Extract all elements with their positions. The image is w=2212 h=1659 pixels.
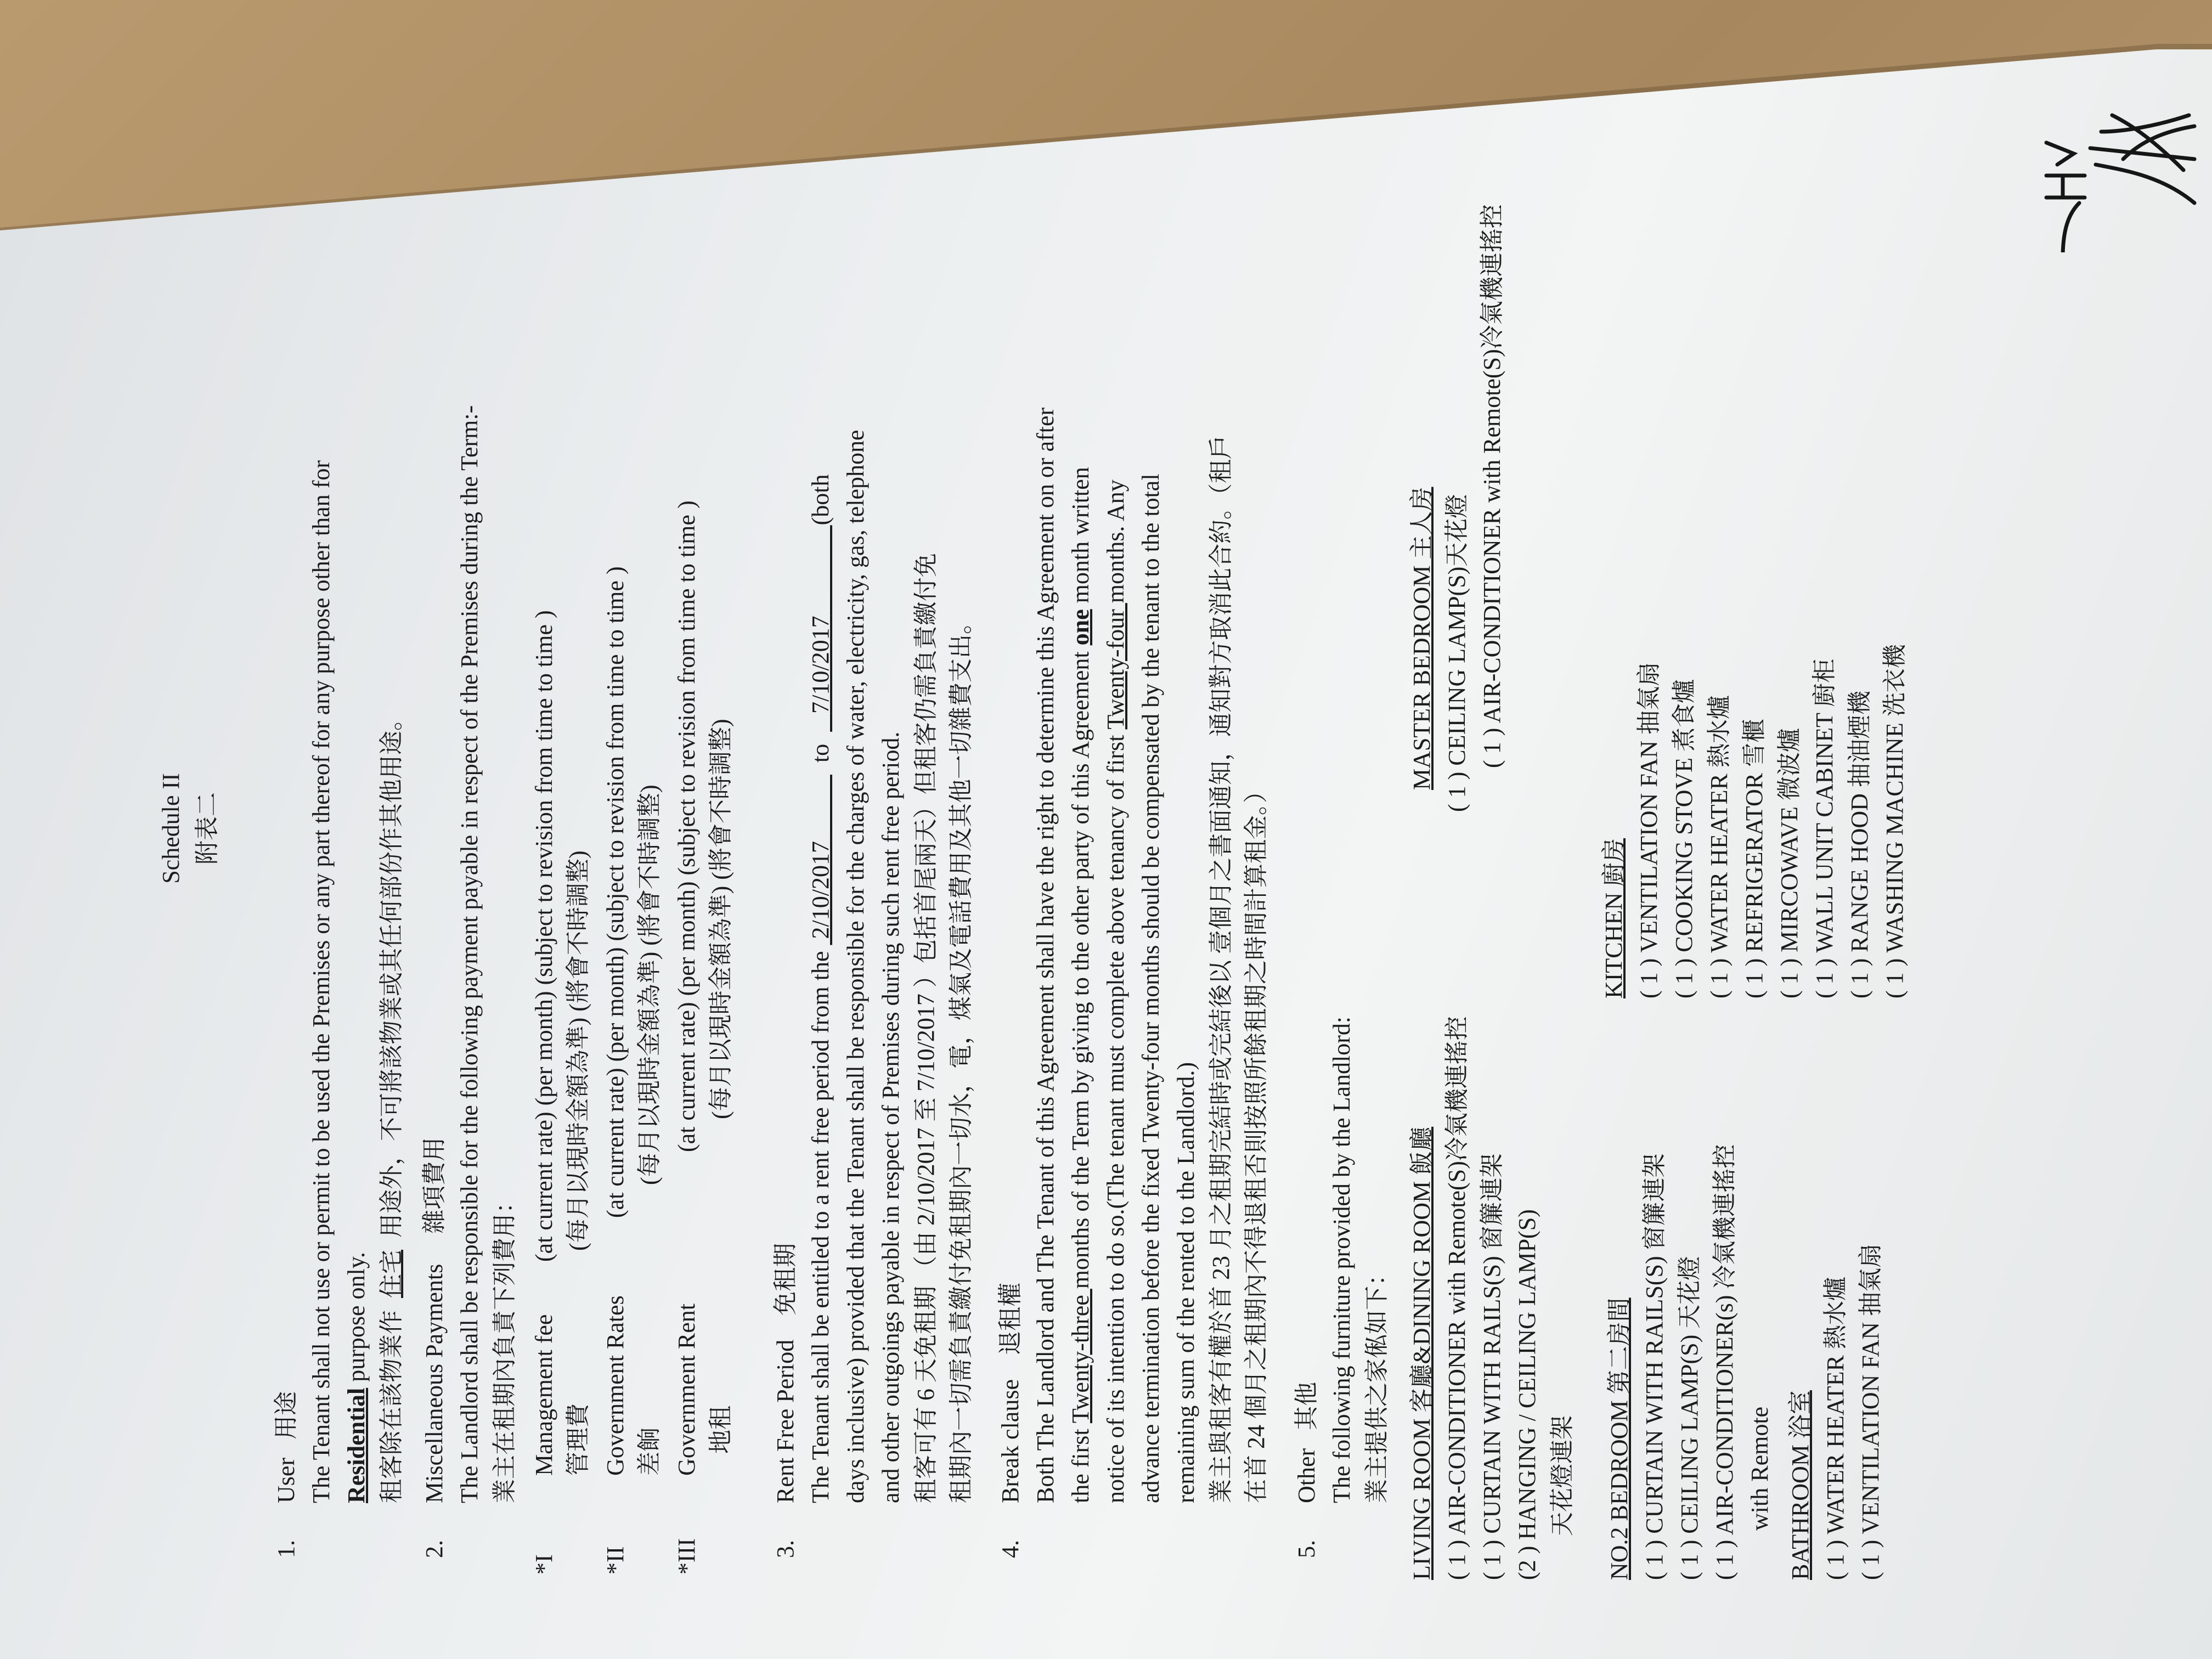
living-room-title: LIVING ROOM 客廳&DINING ROOM 飯廳 [1408,1126,1435,1580]
kitchen-item: ( 1 ) WASHING MACHINE 洗衣機 [1881,644,1908,998]
s1-line2: Residential purpose only. [343,1252,370,1503]
kitchen-title: KITCHEN 廚房 [1600,838,1627,998]
s2-item-label-cn: 地租 [707,1406,734,1454]
s1-line1: The Tenant shall not use or permit to be used the Premises or any part thereof for any purpose other than for [308,460,335,1503]
document-page [88,55,2151,1602]
bedroom2-item: ( 1 ) CURTAIN WITH RAILS(S) 窗簾連架 [1641,1153,1668,1580]
s5-line1-cn: 業主提供之家俬如下： [1363,1262,1390,1503]
schedule-title: Schedule II [157,773,184,884]
s2-item-mark: *II [602,1546,629,1575]
kitchen-item: ( 1 ) REFRIGERATOR 雪櫃 [1741,718,1768,998]
s4-title: Break clause 退租權 [997,1283,1024,1503]
s2-item-rate-cn: (每月以現時金額為準) (將會不時調整) [636,785,663,1185]
s3-line-cn2: 租期內一切需負責繳付免租期內一切水，電，煤氣及電話費用及其他一切雜費支出。 [947,610,974,1503]
s4-line2: the first Twenty-three months of the Term by giving to the other party of this Agreement one month written [1067,467,1094,1503]
bedroom2-item: ( 1 ) CEILING LAMP(S) 天花燈 [1676,1256,1703,1580]
bathroom-item: ( 1 ) WATER HEATER 熱水爐 [1822,1277,1849,1580]
s3-title: Rent Free Period 免租期 [772,1243,799,1503]
s2-line1: The Landlord shall be responsible for the following payment payable in respect of the Premises during the Term:- [456,405,483,1503]
s4-line-cn1: 業主與租客有權於首 23 月之租期完結時或完結後以 壹個月之書面通知，通知對方取消此合約。（租戶 [1207,435,1234,1503]
bathroom-item: ( 1 ) VENTILATION FAN 抽氣扇 [1857,1243,1884,1580]
s3-line2: days inclusive) provided that the Tenant shall be responsible for the charges of water, electricity, gas, telephone [842,430,869,1503]
schedule-title-cn: 附表二 [194,792,221,865]
s2-item-label: Government Rent [673,1303,700,1476]
bedroom2-item: with Remote [1746,1406,1773,1531]
master-bedroom-item: ( 1 ) AIR-CONDITIONER with Remote(S)冷氣機連搖控 [1479,204,1505,768]
kitchen-item: ( 1 ) WATER HEATER 熱水爐 [1706,695,1733,998]
s5-title: Other 其他 [1293,1381,1320,1503]
living-room-item: ( 1 ) AIR-CONDITIONER with Remote(S)冷氣機連搖控 [1443,1016,1470,1580]
s2-item-mark: *I [531,1554,557,1575]
s5-line1: The following furniture provided by the Landlord: [1328,1016,1355,1503]
s3-line3: and other outgoings payable in respect of Premises during such rent free period. [877,731,904,1503]
kitchen-item: ( 1 ) MIRCOWAVE 微波爐 [1776,728,1803,998]
s1-line-cn: 租客除在該物業作 住宅 用途外，不可將該物業或其任何部份作其他用途。 [378,707,405,1503]
s2-item-label: Government Rates [602,1295,629,1476]
s4-num: 4. [997,1540,1024,1558]
master-bedroom-title: MASTER BEDROOM 主人房 [1408,487,1435,790]
s2-item-label-cn: 差餉 [636,1427,663,1476]
s2-item-label: Management fee [531,1314,557,1476]
s2-item-mark: *III [673,1538,700,1575]
s2-num: 2. [421,1540,448,1558]
bedroom2-item: ( 1 ) AIR-CONDITIONER(s) 冷氣機連搖控 [1711,1144,1738,1580]
bathroom-title: BATHROOM 浴室 [1787,1390,1814,1580]
s4-line1: Both The Landlord and The Tenant of this Agreement shall have the right to determine this Agreement on or after [1032,407,1059,1503]
kitchen-item: ( 1 ) WALL UNIT CABINET 廚柜 [1811,658,1838,998]
s2-title: Miscellaneous Payments 雜項費用 [421,1137,448,1503]
s4-line3: notice of its intention to do so.(The tenant must complete above tenancy of first Twenty-four months. Any [1102,479,1129,1503]
bedroom2-title: NO.2 BEDROOM 第二房間 [1606,1297,1633,1580]
master-bedroom-item: ( 1 ) CEILING LAMP(S)天花燈 [1443,494,1470,812]
living-room-item: ( 1 ) CURTAIN WITH RAILS(S) 窗簾連架 [1479,1153,1505,1580]
s2-item-rate-cn: (每月以現時金額為準) (將會不時調整) [707,719,734,1119]
s3-line-cn1: 租客可有 6 天免租期 （由 2/10/2017 至 7/10/2017 ）包括首尾兩天）但租客仍需負責繳付免 [912,553,939,1503]
signature-initials [2030,93,2211,252]
s4-line4: advance termination before the fixed Twenty-four months should be compensated by the tenant to the total [1137,473,1164,1503]
s2-item-rate: (at current rate) (per month) (subject to revision from time to time ) [602,566,629,1218]
s2-line1-cn: 業主在租期內負責下列費用： [491,1189,518,1503]
s2-item-rate: (at current rate) (per month) (subject to revision from time to time ) [673,500,700,1152]
kitchen-item: ( 1 ) COOKING STOVE 煮食爐 [1671,679,1697,998]
s4-line-cn2: 在首 24 個月之租期內不得退租否則按照所餘租期之時間計算租金。） [1243,779,1269,1503]
s2-item-label-cn: 管理費 [565,1403,591,1476]
s4-line5: remaining sum of the rented to the Landlord.) [1172,1062,1199,1503]
s3-line1: The Tenant shall be entitled to a rent free period from the 2/10/2017 to 7/10/2017 (both [807,474,834,1503]
s3-num: 3. [772,1540,799,1558]
kitchen-item: ( 1 ) RANGE HOOD 抽油煙機 [1846,691,1873,998]
s5-num: 5. [1293,1540,1320,1558]
s2-item-rate-cn: (每月以現時金額為準) (將會不時調整) [565,850,591,1251]
kitchen-item: ( 1 ) VENTILATION FAN 抽氣扇 [1635,662,1662,998]
s2-item-rate: (at current rate) (per month) (subject to revision from time to time ) [531,610,557,1262]
living-room-item: (2 ) HANGING / CEILING LAMP(S) [1514,1209,1541,1580]
living-room-item: 天花燈連架 [1549,1415,1576,1536]
s1-title: User 用途 [273,1391,300,1503]
s1-num: 1. [273,1540,300,1558]
